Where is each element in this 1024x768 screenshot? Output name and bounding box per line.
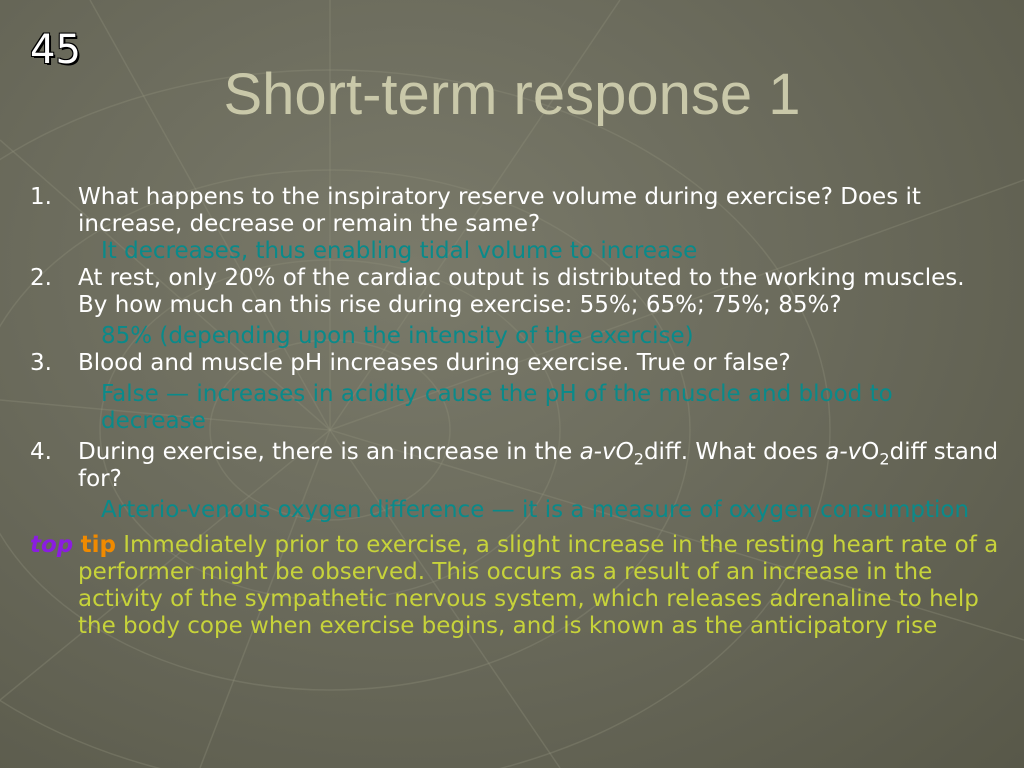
question-text: At rest, only 20% of the cardiac output is distributed to the working muscles. By how much can this rise during exercise: 55%; 65%; 75%; 85%?: [78, 265, 965, 318]
question-text-part2: diff. What does: [643, 439, 826, 465]
question-number: 4.: [30, 439, 52, 465]
answer-3: False — increases in acidity cause the pH of the muscle and blood to decrease: [101, 381, 893, 434]
slide-title: Short-term response 1: [223, 62, 801, 127]
answer-4: Arterio-venous oxygen difference — it is a measure of oxygen consumption: [101, 497, 970, 523]
answer-1: It decreases, thus enabling tidal volume to increase: [101, 238, 698, 264]
question-text-part3: diff stand for?: [78, 439, 999, 492]
tip-label-tip: tip: [80, 532, 116, 558]
question-2: [30, 265, 1000, 319]
answer-2: 85% (depending upon the intensity of the exercise): [101, 323, 694, 349]
question-4: [30, 439, 1000, 493]
question-text-part1: During exercise, there is an increase in the: [78, 439, 580, 465]
slide-content: [30, 184, 1000, 640]
avo2-term-prefix: a-v: [825, 439, 862, 465]
top-tip: [30, 532, 1000, 640]
question-1: [30, 184, 1000, 238]
subscript: 2: [879, 449, 890, 469]
question-number: 1.: [30, 184, 52, 210]
question-number: 2.: [30, 265, 52, 291]
tip-label-top: top: [30, 532, 74, 558]
subscript: 2: [633, 449, 644, 469]
tip-text: Immediately prior to exercise, a slight increase in the resting heart rate of a performer might be observed. This occurs as a result of an increase in the activity of the sympathetic nervous system, which releases adrenaline to help the body cope when exercise begins, and is known as the anticipatory rise: [78, 532, 999, 639]
avo2-term: a-vO: [579, 439, 634, 465]
question-text: Blood and muscle pH increases during exercise. True or false?: [78, 350, 791, 376]
question-text: What happens to the inspiratory reserve volume during exercise? Does it increase, decrease or remain the same?: [78, 184, 921, 237]
avo2-term-o: O: [861, 439, 880, 465]
question-3: [30, 350, 1000, 377]
slide-number: 45: [30, 27, 81, 73]
question-number: 3.: [30, 350, 52, 376]
